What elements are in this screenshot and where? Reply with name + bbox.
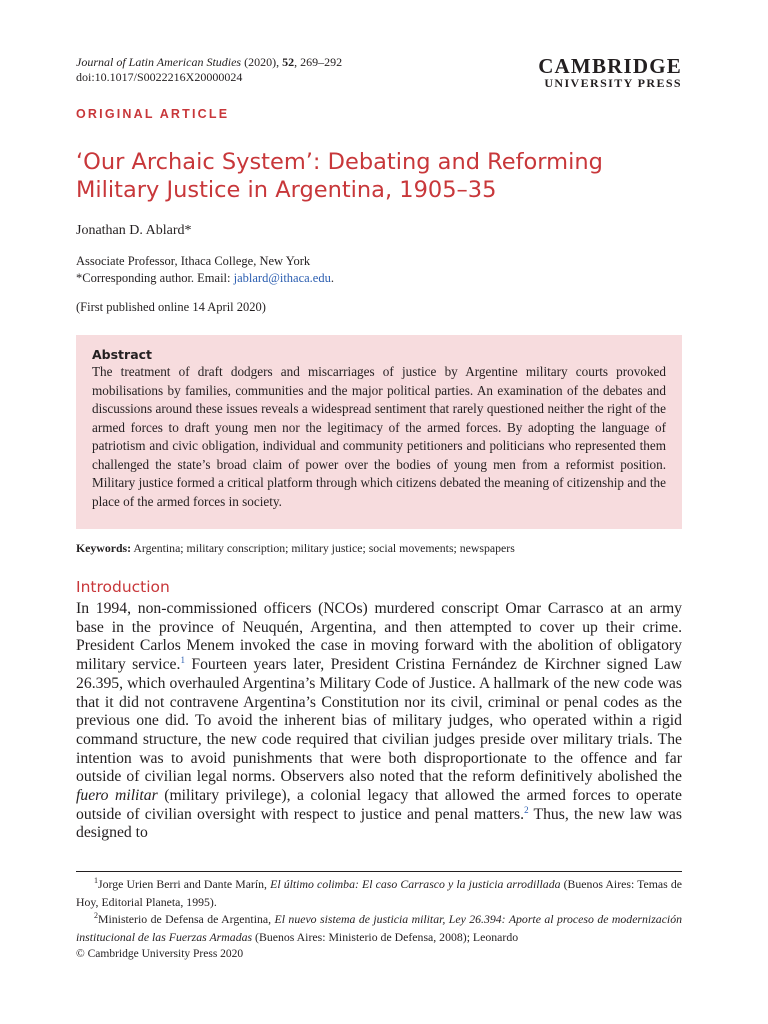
footnote-1-rest: (Buenos Aires: Temas de Hoy, Editorial Planeta, 1995). (76, 877, 682, 909)
abstract-heading: Abstract (92, 347, 153, 362)
journal-citation (76, 55, 342, 85)
journal-name: Journal of Latin American Studies (76, 55, 242, 69)
author-name: Jonathan D. Ablard* (76, 223, 192, 238)
footnote-2-title: El nuevo sistema de justicia militar, Ley 26.394: Aporte al proceso de modernización institucional de las Fuerzas Armadas (76, 912, 682, 944)
affiliation: Associate Professor, Ithaca College, New York (76, 254, 311, 268)
journal-volume: 52 (282, 55, 295, 69)
footnote-2-rest: (Buenos Aires: Ministerio de Defensa, 2008); Leonardo (252, 929, 519, 944)
corresponding-suffix: . (330, 271, 334, 285)
footnote-divider (76, 871, 682, 872)
intro-fuero: fuero militar (76, 787, 158, 805)
footnote-1-authors: Jorge Urien Berri and Dante Marín, (98, 877, 271, 891)
copyright: © Cambridge University Press 2020 (76, 948, 244, 960)
footnote-ref-1[interactable]: 1 (180, 654, 185, 665)
article-type-label: ORIGINAL ARTICLE (76, 107, 230, 121)
intro-text-4: Thus, the new law was designed to (76, 805, 682, 842)
footnote-2-author: Ministerio de Defensa de Argentina, (98, 912, 275, 926)
publisher-name: CAMBRIDGE (538, 54, 682, 78)
corresponding-prefix: *Corresponding author. Email: (76, 271, 234, 285)
footnote-2-number: 2 (94, 911, 98, 921)
footnote-1 (76, 876, 682, 911)
keywords-label: Keywords: (76, 541, 132, 555)
journal-pages: , 269–292 (294, 55, 343, 69)
doi: doi:10.1017/S0022216X20000024 (76, 70, 243, 84)
corresponding-author (76, 270, 334, 287)
introduction-paragraph (76, 600, 682, 843)
intro-text-1: In 1994, non-commissioned officers (NCOs) murdered conscript Omar Carrasco at an army base in the province of Neuquén, Argentina, and then attempted to cover up their crime. President Carlos Menem invoked the case in moving forward with the abolition of obligatory military service. (76, 600, 682, 674)
publisher-subtitle: UNIVERSITY PRESS (544, 76, 682, 90)
email-link[interactable]: jablard@ithaca.edu (233, 271, 331, 285)
intro-text-2: Fourteen years later, President Cristina Fernández de Kirchner signed Law 26.395, which overhauled Argentina’s Military Code of Justice. A hallmark of the new code was that it did not contravene Argentina’s Constitution nor its civil, criminal or penal codes as the previous one did. To avoid the inherent bias of military judges, who operated within a rigid command structure, the new code required that civilian judges preside over military trials. The intention was to avoid punishments that were both disproportionate to the offence and far outside of civilian legal norms. Observers also noted that the reform definitively abolished the (76, 656, 682, 786)
abstract-text: The treatment of draft dodgers and miscarriages of justice by Argentine military courts provoked mobilisations by families, communities and the major political parties. An examination of the debates and discussions around these issues reveals a widespread sentiment that rarely questioned neither the right of the armed forces to draft young men nor the legitimacy of the armed forces. By adopting the language of patriotism and civic obligation, individual and community petitioners and politicians who represented them challenged the state’s broad claim of power over the bodies of young men from a reformist position. Military justice formed a critical platform through which citizens debated the meaning of citizenship and the place of the armed forces in society. (92, 364, 666, 509)
journal-year: (2020), (241, 55, 283, 69)
publication-date: (First published online 14 April 2020) (76, 300, 266, 314)
section-heading-introduction: Introduction (76, 578, 170, 596)
affiliation-block (76, 253, 334, 287)
keywords-list: Argentina; military conscription; military justice; social movements; newspapers (131, 541, 515, 555)
footnote-1-title: El último colimba: El caso Carrasco y la justicia arrodillada (270, 877, 561, 891)
intro-text-3: (military privilege), a colonial legacy that allowed the armed forces to operate outside of civilian oversight with respect to justice and penal matters. (76, 787, 682, 823)
keywords (76, 541, 515, 556)
article-title: ‘Our Archaic System’: Debating and Reforming Military Justice in Argentina, 1905–35 (76, 149, 603, 203)
paper-page (76, 0, 682, 1024)
footnote-ref-2[interactable]: 2 (524, 804, 529, 815)
footnotes (76, 876, 682, 946)
footnote-1-number: 1 (94, 876, 98, 886)
publisher-logo (538, 56, 682, 90)
footnote-2 (76, 911, 682, 946)
